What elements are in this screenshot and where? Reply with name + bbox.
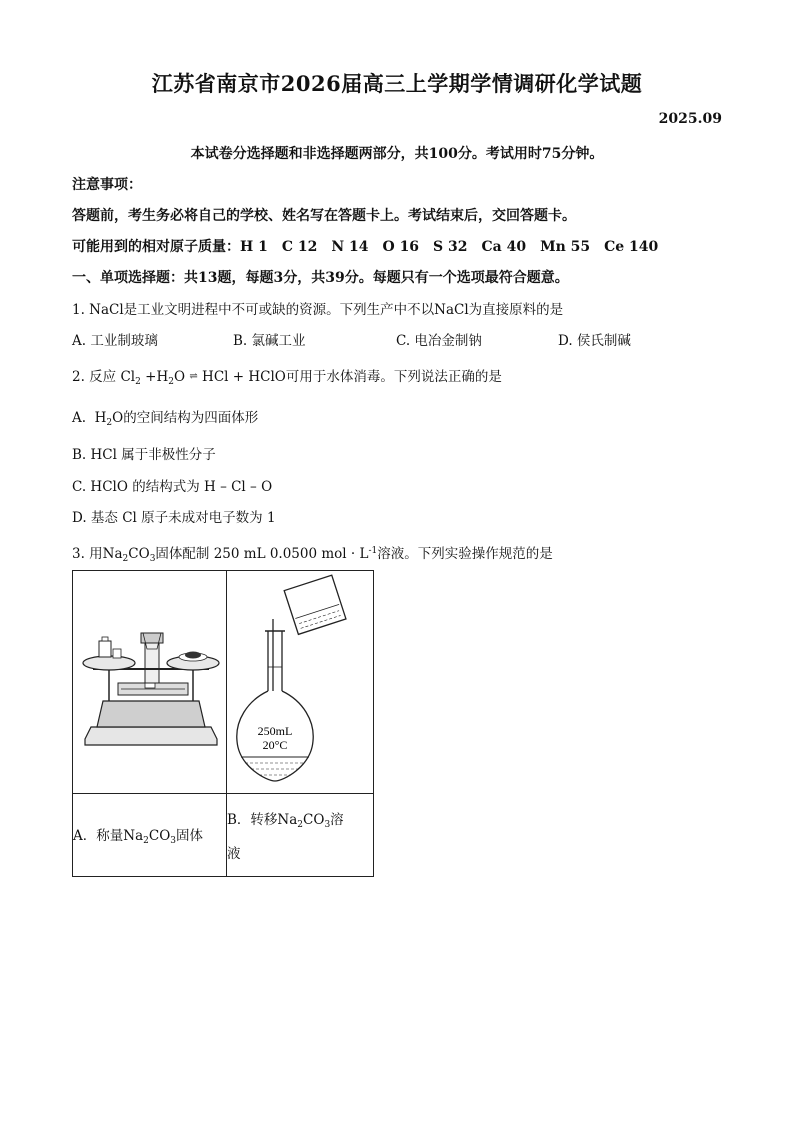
q1-option-a: A. 工业制玻璃 [72,333,158,349]
notes-heading: 注意事项： [72,177,142,193]
page-title: 江苏省南京市2026届高三上学期学情调研化学试题 [151,71,643,96]
exam-summary: 本试卷分选择题和非选择题两部分，共100分。考试用时75分钟。 [190,146,604,162]
q2-stem: 2. 反应 $Cl_2 +H_2O$ ⇌ HCl + HClO可用于水体消毒。下列说法正确的是 [72,369,502,387]
q2-option-d: D. 基态 Cl 原子未成对电子数为 1 [72,510,276,526]
q3-caption-b: B．转移$Na_2CO_3$溶 液 [227,794,374,877]
q1-option-b: B. 氯碱工业 [233,333,306,349]
flask-volume-label: 250mL [257,724,293,738]
flask-temp-label: 20°C [262,738,288,752]
section-heading: 一、单项选择题：共13题，每题3分，共39分。每题只有一个选项最符合题意。 [72,270,569,286]
q2-option-a: A. $H_2O$的空间结构为四面体形 [72,410,259,428]
q3-figure-b-cell [227,571,374,794]
volumetric-flask-icon [227,571,373,789]
q2-option-b: B. HCl 属于非极性分子 [72,447,216,463]
equilibrium-arrow-icon: ⇌ [189,371,198,382]
q3-options-table [72,570,374,877]
q1-option-c: C. 电冶金制钠 [396,333,482,349]
q3-stem: 3. 用$Na_2CO_3$固体配制 250 mL 0.0500 mol · $L^{-1}$溶液。下列实验操作规范的是 [72,546,553,564]
q1-stem: 1. NaCl是工业文明进程中不可或缺的资源。下列生产中不以NaCl为直接原料的是 [72,302,564,318]
q2-option-c: C. HClO 的结构式为 H – Cl – O [72,479,273,495]
exam-date: 2025.09 [658,111,722,127]
q1-option-d: D. 侯氏制碱 [558,333,631,349]
notes-text: 答题前，考生务必将自己的学校、姓名写在答题卡上。考试结束后，交回答题卡。 [72,208,576,224]
atomic-masses: 可能用到的相对原子质量：H 1 C 12 N 14 O 16 S 32 Ca 40 Mn 55 Ce 140 [72,239,659,255]
balance-scale-icon [73,571,226,789]
q3-caption-a: A．称量$Na_2CO_3$固体 [73,794,227,877]
q3-figure-a-cell [73,571,227,794]
